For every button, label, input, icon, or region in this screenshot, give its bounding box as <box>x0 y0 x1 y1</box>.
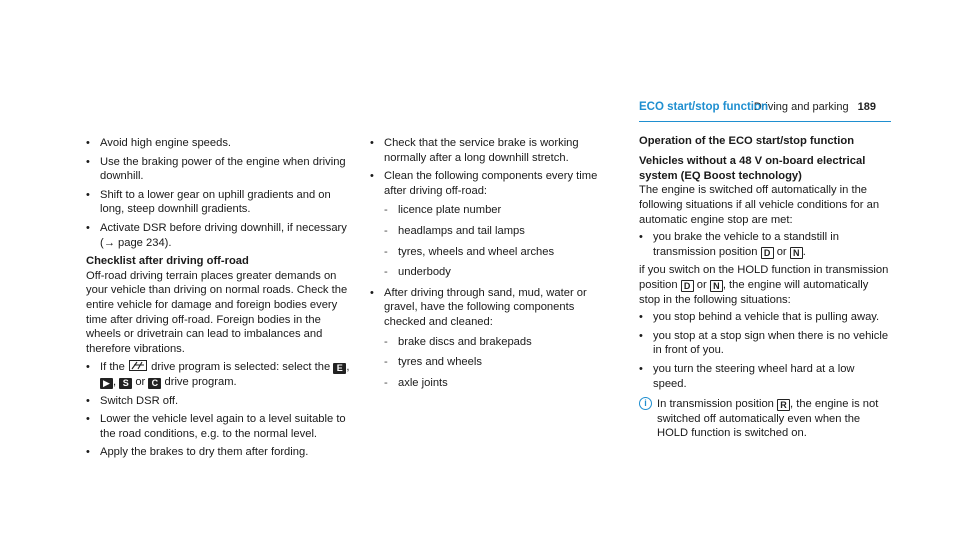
sub-list <box>384 335 618 391</box>
e-icon: E <box>333 363 346 374</box>
list-item: • Check that the service brake is working normally after a long downhill stretch. <box>370 136 618 165</box>
c-icon: C <box>148 378 161 389</box>
list-item-clean <box>370 169 618 280</box>
vehicles-heading: Vehicles without a 48 V on-board electrical system (EQ Boost technology) <box>639 155 866 182</box>
bullet-list-top <box>86 136 350 250</box>
text-fragment: If the <box>100 361 125 374</box>
r-position-icon: R <box>777 399 790 411</box>
text-fragment: , the engine is not switched off automatically even when the HOLD function is switched on. <box>657 398 879 440</box>
list-item: • Switch DSR off. <box>86 394 350 409</box>
list-item: • Avoid high engine speeds. <box>86 136 350 151</box>
text-fragment: drive program. <box>164 375 237 388</box>
offroad-program-icon <box>128 360 148 371</box>
text-fragment: or <box>696 278 707 291</box>
text-fragment: , <box>346 361 350 374</box>
header-title: Driving and parking <box>753 101 849 113</box>
d-position-icon: D <box>761 247 774 259</box>
page-number: 189 <box>857 101 876 113</box>
text-fragment: Clean the following components every time after driving off-road: <box>384 170 598 197</box>
bullet-list-situations <box>639 310 891 391</box>
list-item: • Activate DSR before driving downhill, if necessary (→ page 234). <box>86 221 350 250</box>
text-fragment: drive program is selected: select the <box>151 361 331 374</box>
list-item-brake <box>639 230 891 259</box>
text-fragment: or <box>135 375 146 388</box>
list-item: • you stop at a stop sign when there is no vehicle in front of you. <box>639 329 891 358</box>
text-fragment: , <box>113 375 117 388</box>
list-item: • Use the braking power of the engine when driving downhill. <box>86 155 350 184</box>
sub-item: - tyres, wheels and wheel arches <box>384 245 618 260</box>
list-item: • Lower the vehicle level again to a level suitable to the road conditions, e.g. to the normal level. <box>86 412 350 441</box>
list-item: • you stop behind a vehicle that is pulling away. <box>639 310 891 325</box>
sub-item: - tyres and wheels <box>384 355 618 370</box>
s-icon: S <box>119 378 132 389</box>
text-fragment: . <box>802 245 806 258</box>
column-1 <box>86 136 350 464</box>
play-icon: ▶ <box>100 378 113 389</box>
hold-text <box>639 263 891 307</box>
section-title: ECO start/stop function <box>639 100 891 122</box>
n-position-icon: N <box>790 247 803 259</box>
info-icon: i <box>639 397 652 410</box>
text-fragment: , the engine will automatically stop in the following situations: <box>639 278 869 306</box>
sub-item: - licence plate number <box>384 203 618 218</box>
bullet-list <box>370 136 618 390</box>
sub-item: - headlamps and tail lamps <box>384 224 618 239</box>
list-item: • Shift to a lower gear on uphill gradients and on long, steep downhill gradients. <box>86 188 350 217</box>
text-fragment: After driving through sand, mud, water or gravel, have the following components checked and cleaned: <box>384 286 587 328</box>
info-note <box>639 397 891 441</box>
column-2 <box>370 136 618 396</box>
column-3 <box>639 100 891 441</box>
intro-text: The engine is switched off automatically in the following situations if all vehicle conditions for an automatic engine stop are met: <box>639 184 880 226</box>
text-fragment: In transmission position <box>657 398 774 411</box>
bullet-list-bottom <box>86 360 350 460</box>
list-item-after-driving <box>370 286 618 391</box>
n-position-icon: N <box>710 280 723 292</box>
text-fragment: if you switch on the HOLD function in transmission position <box>639 264 889 291</box>
d-position-icon: D <box>681 280 694 292</box>
text-fragment: you brake the vehicle to a standstill in transmission position <box>653 231 839 258</box>
sub-item: - underbody <box>384 265 618 280</box>
sub-list <box>384 203 618 279</box>
operation-heading: Operation of the ECO start/stop function <box>639 134 855 147</box>
list-item: • you turn the steering wheel hard at a low speed. <box>639 362 891 391</box>
checklist-heading: Checklist after driving off-road <box>86 255 249 268</box>
list-item-drive-program <box>86 360 350 389</box>
checklist-text: Off-road driving terrain places greater demands on your vehicle than driving on normal roads. Check the entire vehicle for damage and foreign bodies every time after driving off-road. Foreign bodies in the wheels or drivetrain can lead to imbalances and therefore vibrations. <box>86 269 348 355</box>
list-item: • Apply the brakes to dry them after fording. <box>86 445 350 460</box>
bullet-list <box>639 230 891 259</box>
sub-item: - brake discs and brakepads <box>384 335 618 350</box>
sub-item: - axle joints <box>384 376 618 391</box>
text-fragment: or <box>776 245 787 258</box>
